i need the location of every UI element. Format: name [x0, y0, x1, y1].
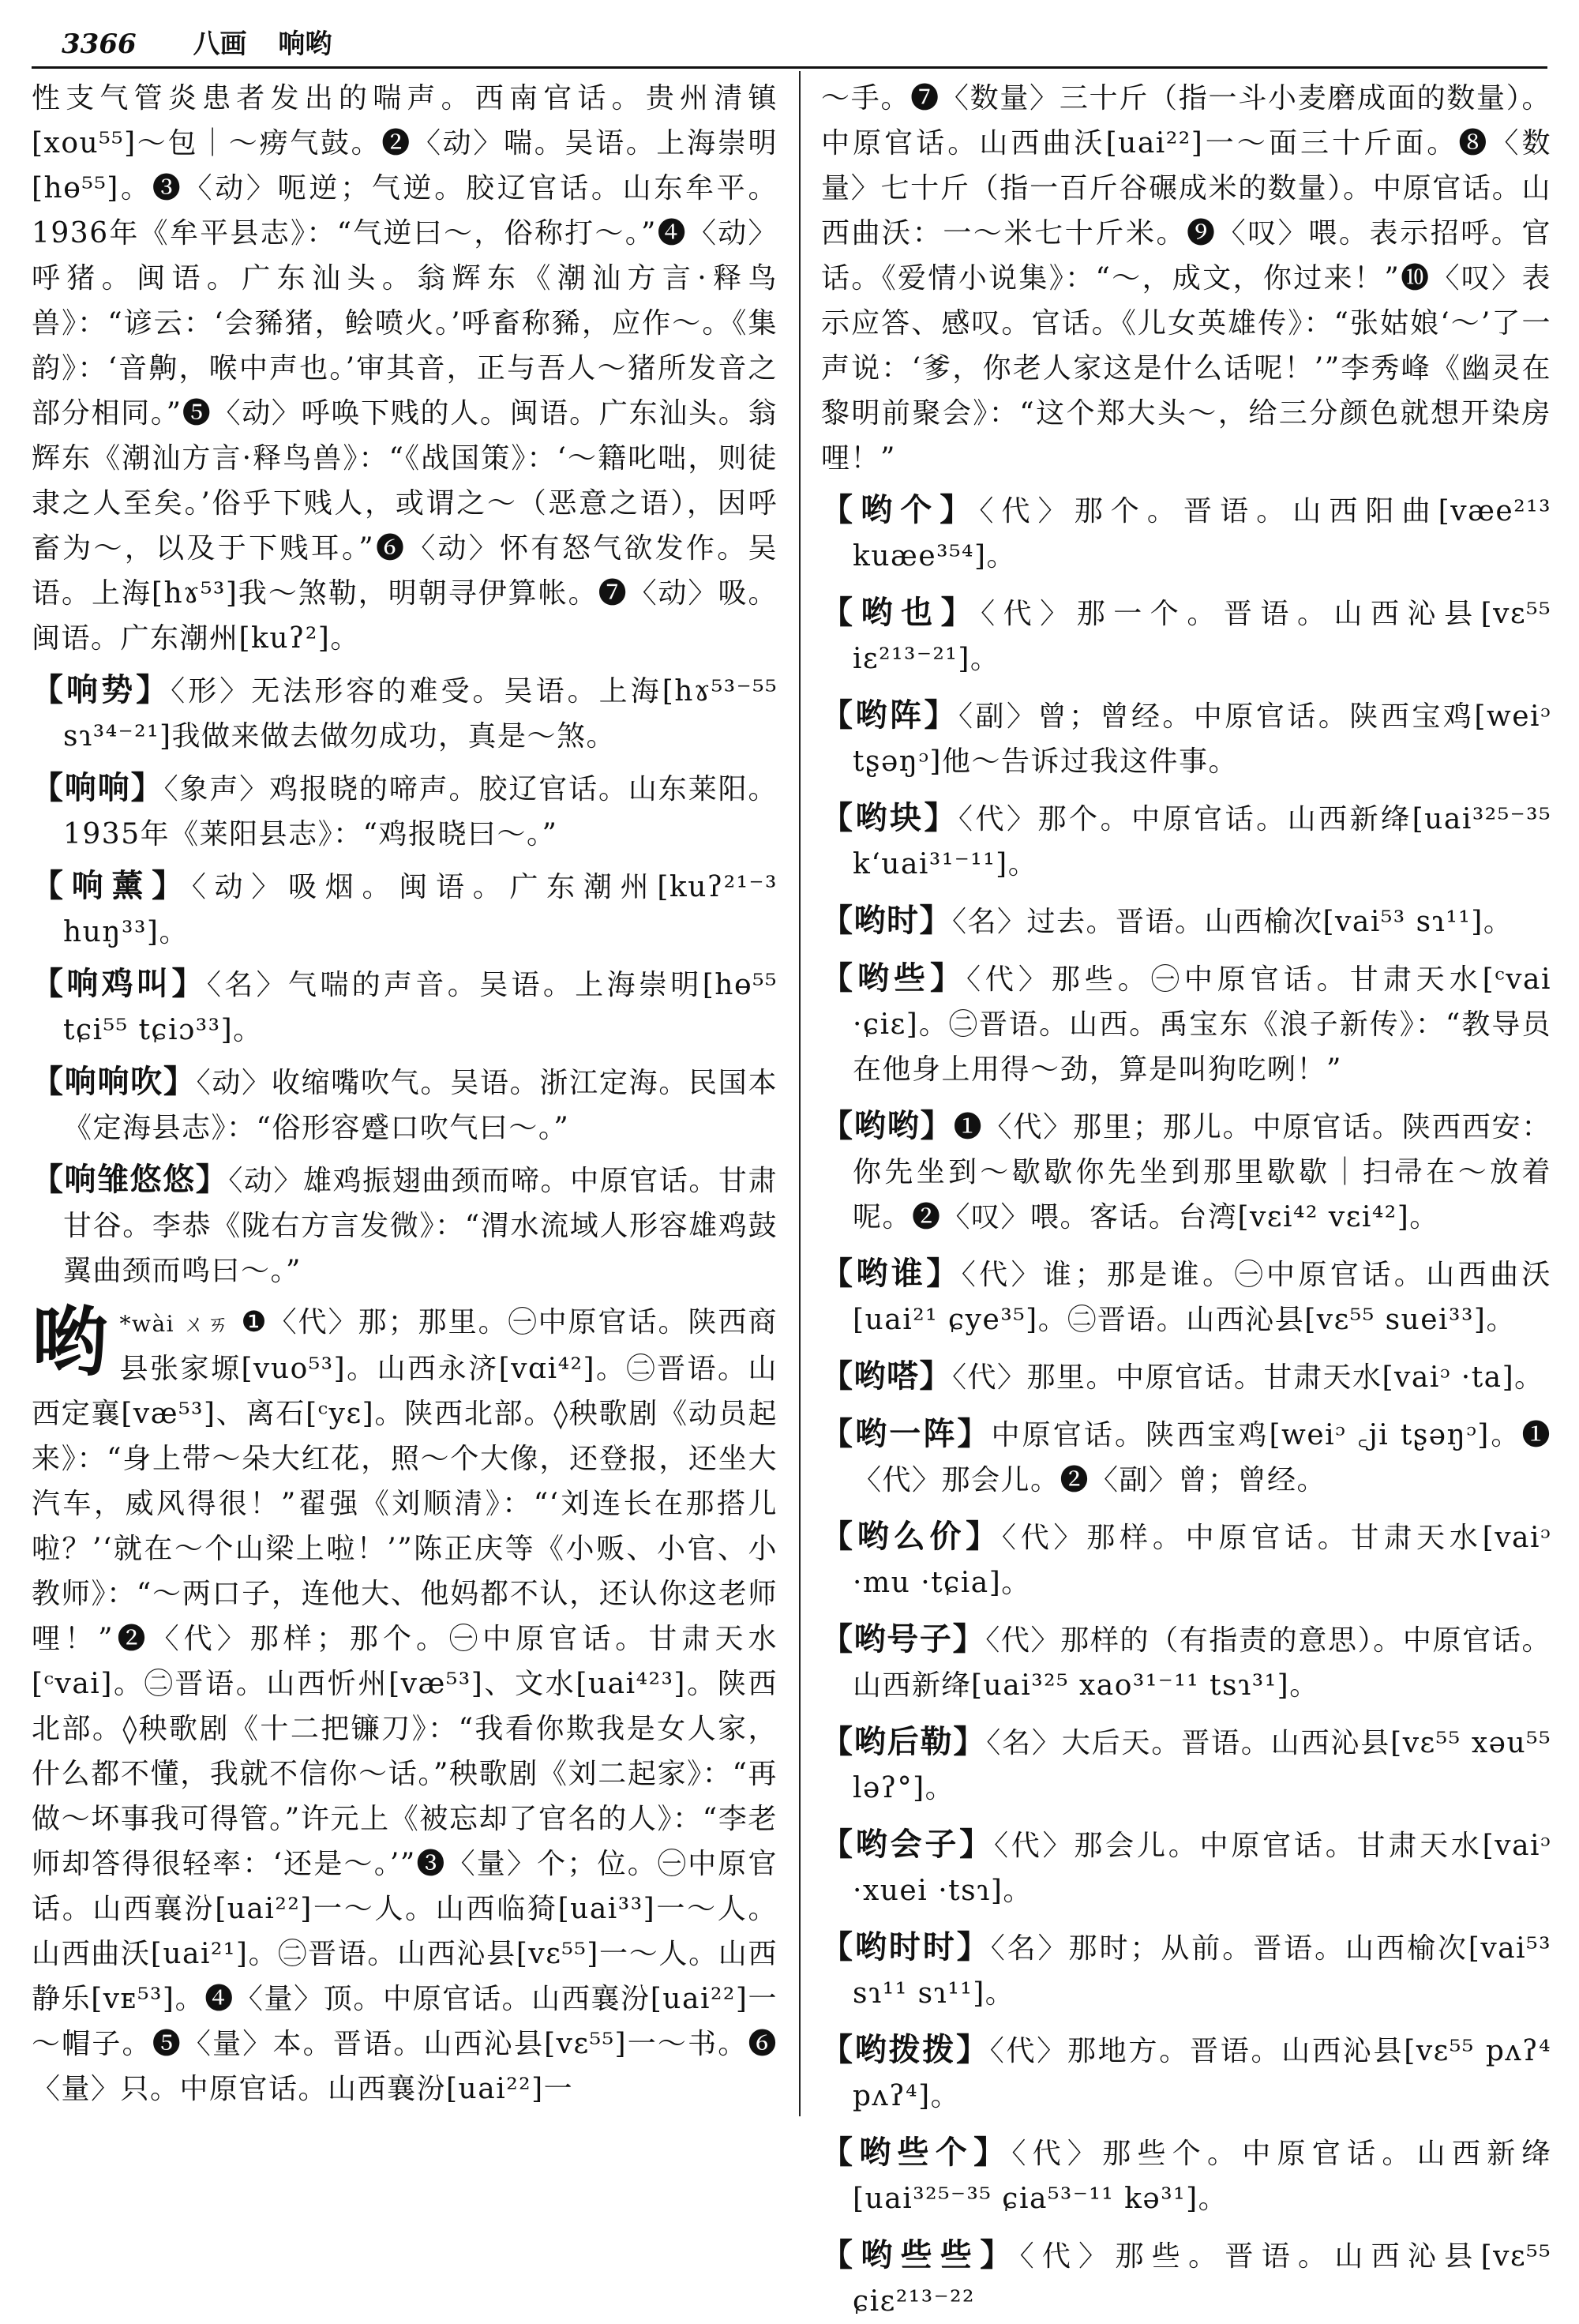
dictionary-entry: [821, 2232, 1551, 2324]
entry-headword: 【响鸡叫】: [32, 965, 207, 1002]
dictionary-entry: [821, 956, 1551, 1092]
entry-headword: 【响响】: [32, 769, 164, 806]
entry-definition: 〈代〉那些个。中原官话。山西新绛[uai³²⁵⁻³⁵ ɕia⁵³⁻¹¹ kə³¹]。: [853, 2138, 1551, 2215]
dictionary-entry: [32, 961, 778, 1053]
entry-definition: 〈象声〉鸡报晓的啼声。胶辽官话。山东莱阳。1935年《莱阳县志》：“鸡报晓曰～。”: [63, 773, 778, 850]
dictionary-entry: [821, 1251, 1551, 1342]
entry-headword: 【哟拨拨】: [821, 2031, 990, 2068]
entry-definition: 〈代〉那样。中原官话。甘肃天水[vaiᵓ ·mu ·tɕia]。: [853, 1522, 1551, 1599]
entry-headword: 【响雏悠悠】: [32, 1161, 229, 1198]
dictionary-entry: [32, 1059, 778, 1151]
entry-definition: 〈名〉过去。晋语。山西榆次[vai⁵³ sɿ¹¹]。: [952, 906, 1513, 938]
entry-headword: 【哟么价】: [821, 1518, 1002, 1555]
entry-headword: 【响响吹】: [32, 1063, 197, 1100]
dictionary-entry: [32, 667, 778, 759]
running-headwords: 响哟: [278, 28, 332, 60]
entry-headword: 【响势】: [32, 671, 171, 708]
entry-definition: 〈名〉大后天。晋语。山西沁县[vɛ⁵⁵ xəu⁵⁵ ləʔ°]。: [853, 1727, 1551, 1804]
entry-headword: 【哟些】: [821, 959, 966, 997]
entry-definition: 〈代〉那一个。晋语。山西沁县[vɛ⁵⁵ iɛ²¹³⁻²¹]。: [853, 598, 1551, 675]
right-column: [821, 76, 1552, 2318]
entry-headword: 【响薰】: [32, 867, 192, 904]
entry-definition: 〈副〉曾；曾经。中原官话。陕西宝鸡[weiᵓ tʂəŋᵓ]他～告诉过我这件事。: [853, 700, 1551, 778]
entry-definition: 〈代〉那里。中原官话。甘肃天水[vaiᵓ ·ta]。: [952, 1361, 1544, 1394]
header-rule: [32, 66, 1547, 69]
entry-definition: 〈代〉那个。晋语。山西阳曲[væe²¹³ kuæe³⁵⁴]。: [853, 495, 1552, 573]
left-column: [32, 76, 778, 2126]
page-number: 3366: [62, 28, 137, 60]
entry-headword: 【哟时】: [821, 902, 952, 939]
entry-headword: 【哟嗒】: [821, 1357, 952, 1395]
stroke-section: 八画: [193, 28, 247, 60]
entry-definition: 〈动〉雄鸡振翅曲颈而啼。中原官话。甘肃甘谷。李恭《陇右方言发微》：“渭水流域人形容雄鸡鼓翼曲颈而鸣曰～。”: [63, 1165, 778, 1287]
entry-definition: 〈动〉吸烟。闽语。广东潮州[kuʔ²¹⁻³ huŋ³³]。: [63, 871, 778, 948]
page-header: [62, 21, 332, 68]
entry-definition: 〈名〉那时；从前。晋语。山西榆次[vai⁵³ sɿ¹¹ sɿ¹¹]。: [853, 1932, 1552, 2010]
entry-headword: 【哟谁】: [821, 1255, 962, 1292]
entry-definition: 〈代〉那会儿。中原官话。甘肃天水[vaiᵓ ·xuei ·tsɿ]。: [853, 1830, 1552, 1907]
entry-headword: 【哟时时】: [821, 1928, 991, 1965]
entry-headword: 【哟块】: [821, 799, 959, 836]
entry-definition: 〈形〉无法形容的难受。吴语。上海[hɤ⁵³⁻⁵⁵ sɿ³⁴⁻²¹]我做来做去做勿成功，真是～煞。: [63, 675, 778, 753]
entry-definition: ❶〈代〉那里；那儿。中原官话。陕西西安：你先坐到～歇歇你先坐到那里歇歇｜扫帚在～放着呢。❷〈叹〉喂。客话。台湾[vɛi⁴² vɛi⁴²]。: [853, 1111, 1551, 1233]
dictionary-entry: [821, 898, 1551, 944]
dictionary-entry: [32, 863, 778, 955]
entry-headword: 【哟个】: [821, 491, 980, 528]
dictionary-entry: [821, 693, 1551, 784]
entry-headword: 【哟哟】: [821, 1107, 954, 1144]
entry-headword: 【哟后勒】: [821, 1723, 987, 1760]
dictionary-entry: [821, 1514, 1551, 1605]
entry-headword: 【哟些个】: [821, 2134, 1012, 2171]
entry-definition: 〈代〉谁；那是谁。㊀中原官话。山西曲沃[uai²¹ ɕye³⁵]。㊁晋语。山西沁县[vɛ⁵⁵ suei³³]。: [853, 1259, 1551, 1336]
continuation-text: ～手。❼〈数量〉三十斤（指一斗小麦磨成面的数量）。中原官话。山西曲沃[uai²²]一～面三十斤面。❽〈数量〉七十斤（指一百斤谷碾成米的数量）。中原官话。山西曲沃：一～米七十斤米。❾〈叹〉喂。表示招呼。官话。《爱情小说集》：“～，成文，你过来！”❿〈叹〉表示应答、感叹。官话。《儿女英雄传》：“张姑娘‘～’了一声说：‘爹，你老人家这是什么话呢！’”李秀峰《幽灵在黎明前聚会》：“这个郑大头～，给三分颜色就想开染房哩！”: [821, 82, 1551, 475]
dictionary-entry: [821, 1822, 1551, 1913]
main-character-entry: [32, 1297, 778, 2112]
dictionary-entry: [821, 487, 1551, 579]
entry-headword: 【哟会子】: [821, 1826, 994, 1863]
dictionary-entry: [821, 1719, 1551, 1811]
dictionary-entry: [821, 1924, 1551, 2016]
entry-headword: 【哟些些】: [821, 2236, 1020, 2273]
main-headword-pinyin: *wài ㄨㄞ: [119, 1311, 231, 1337]
entry-definition: 〈代〉那样的（有指责的意思）。中原官话。山西新绛[uai³²⁵ xao³¹⁻¹¹ tsɿ³¹]。: [853, 1624, 1551, 1702]
main-entry-definition: ❶〈代〉那；那里。㊀中原官话。陕西商县张家塬[vuo⁵³]。山西永济[vɑi⁴²]。㊁晋语。山西定襄[væ⁵³]、离石[ᶜyɛ]。陕西北部。◊秧歌剧《动员起来》：“身上带～朵大红花，照～个大像，还登报，还坐大汽车，威风得很！”翟强《刘顺清》：“‘刘连长在那搭儿啦？’‘就在～个山梁上啦！’”陈正庆等《小贩、小官、小教师》：“～两口子，连他大、他妈都不认，还认你这老师哩！”❷〈代〉那样；那个。㊀中原官话。甘肃天水[ᶜvai]。㊁晋语。山西忻州[væ⁵³]、文水[uai⁴²³]。陕西北部。◊秧歌剧《十二把镰刀》：“我看你欺我是女人家，什么都不懂，我就不信你～话。”秧歌剧《刘二起家》：“再做～坏事我可得管。”许元上《被忘却了官名的人》：“李老师却答得很轻率：‘还是～。’”❸〈量〉个；位。㊀中原官话。山西襄汾[uai²²]一～人。山西临猗[uai³³]一～人。山西曲沃[uai²¹]。㊁晋语。山西沁县[vɛ⁵⁵]一～人。山西静乐[vᴇ⁵³]。❹〈量〉顶。中原官话。山西襄汾[uai²²]一～帽子。❺〈量〉本。晋语。山西沁县[vɛ⁵⁵]一～书。❻〈量〉只。中原官话。山西襄汾[uai²²]一: [32, 1306, 778, 2105]
entry-headword: 【哟阵】: [821, 696, 958, 734]
dictionary-entry: [32, 765, 778, 857]
dictionary-entry: [821, 1616, 1551, 1708]
entry-headword: 【哟号子】: [821, 1620, 986, 1658]
dictionary-entry: [821, 2027, 1551, 2119]
entry-definition: 〈代〉那些。晋语。山西沁县[vɛ⁵⁵ ɕiɛ²¹³⁻²²: [853, 2240, 1551, 2318]
dictionary-entry: [821, 1103, 1551, 1240]
entry-definition: 〈代〉那些。㊀中原官话。甘肃天水[ᶜvai ·ɕiɛ]。㊁晋语。山西。禹宝东《浪子新传》：“教导员在他身上用得～劲，算是叫狗吃咧！”: [853, 963, 1551, 1086]
entry-definition: 〈代〉那地方。晋语。山西沁县[vɛ⁵⁵ pʌʔ⁴ pʌʔ⁴]。: [853, 2035, 1551, 2112]
entry-definition: 中原官话。陕西宝鸡[weiᵓ ꜀ji tʂəŋᵓ]。❶〈代〉那会儿。❷〈副〉曾；曾经。: [853, 1419, 1551, 1496]
dictionary-entry: [821, 2130, 1551, 2221]
entry-headword: 【哟也】: [821, 594, 981, 631]
dictionary-entry: [821, 795, 1551, 887]
continuation-text: 性支气管炎患者发出的喘声。西南官话。贵州清镇[xou⁵⁵]～包｜～痨气鼓。❷〈动〉喘。吴语。上海崇明[hɵ⁵⁵]。❸〈动〉呃逆；气逆。胶辽官话。山东牟平。1936年《牟平县志》：“气逆曰～，俗称打～。”❹〈动〉呼猪。闽语。广东汕头。翁辉东《潮汕方言·释鸟兽》：“谚云：‘会豨猪，鲙喷火。’呼畜称豨，应作～。《集韵》：‘音齁，喉中声也。’审其音，正与吾人～猪所发音之部分相同。”❺〈动〉呼唤下贱的人。闽语。广东汕头。翁辉东《潮汕方言·释鸟兽》：“《战国策》：‘～籍叱咄，则徒隶之人至矣。’俗乎下贱人，或谓之～（恶意之语），因呼畜为～，以及于下贱耳。”❻〈动〉怀有怒气欲发作。吴语。上海[hɤ⁵³]我～煞勒，明朝寻伊算帐。❼〈动〉吸。闽语。广东潮州[kuʔ²]。: [32, 82, 778, 655]
dictionary-entry: [821, 590, 1551, 681]
entry-definition: 〈代〉那个。中原官话。山西新绛[uai³²⁵⁻³⁵ kʻuai³¹⁻¹¹]。: [853, 803, 1551, 880]
column-divider: [799, 71, 801, 2116]
dictionary-entry: [821, 1411, 1551, 1503]
main-headword-character: 哟: [32, 1297, 109, 1387]
entry-definition: 〈名〉气喘的声音。吴语。上海崇明[hɵ⁵⁵ tɕi⁵⁵ tɕiɔ³³]。: [63, 969, 778, 1046]
dictionary-entry: [821, 1353, 1551, 1400]
entry-definition: 〈动〉收缩嘴吹气。吴语。浙江定海。民国本《定海县志》：“俗形容蹙口吹气曰～。”: [63, 1067, 778, 1144]
entry-headword: 【哟一阵】: [821, 1415, 992, 1452]
dictionary-entry: [32, 1157, 778, 1293]
